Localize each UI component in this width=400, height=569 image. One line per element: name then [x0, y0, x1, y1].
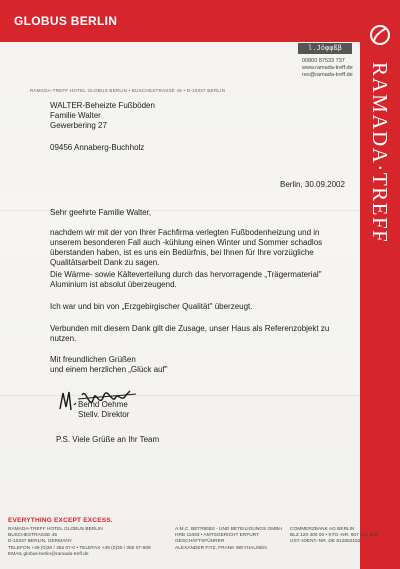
paragraph-1: nachdem wir mit der von Ihrer Fachfirma verlegten Fußbodenheizung und in unserem besonderen Fall auch -kühlung einen Winter und Sommer schadlos überstanden haben, ist es uns ein Bedürfnis, bei Ihnen für Ihre vorzügliche Qualitätsarbeit Dank zu sagen.	[50, 228, 323, 267]
recipient-line: Familie Walter	[50, 111, 101, 120]
header-bar	[0, 0, 360, 42]
letter-date: Berlin, 30.09.2002	[280, 180, 345, 189]
footer-tagline: EVERYTHING EXCEPT EXCESS.	[8, 517, 113, 524]
sender-address-line: RAMADA-TREFF HOTEL GLOBUS BERLIN • BUSCHESTRASSE 45 • D-10337 BERLIN	[30, 88, 226, 93]
paragraph-2: Die Wärme- sowie Kälteverteilung durch das hervorragende „Trägermaterial" Aluminium ist absolut überzeugend.	[50, 270, 322, 289]
contact-block	[302, 58, 353, 79]
recipient-line: Gewerbering 27	[50, 121, 107, 130]
closing-line: Mit freundlichen Grüßen	[50, 355, 136, 364]
footer-bank-info: COMMERZBANK AG BERLIN BLZ 120 400 00 • KTO.-NR. 907 244 800 UST.-IDENT.-NR. DE 812552152	[290, 527, 378, 545]
footer-hotel-address: RAMADA-TREFF HOTEL GLOBUS BERLIN BUSCHESTRASSE 45 D-10337 BERLIN, GERMANY TELEFON +49 (0)30 / 355 07-0 • TELEFAX +49 (0)30 / 355 07-808 EMAIL globus-berlin@ramada-treff.de	[8, 527, 151, 557]
stamp-label: l.Jöφφßβ	[298, 43, 352, 54]
contact-phone: 00800 87533 737	[302, 58, 345, 64]
recipient-line: 09456 Annaberg-Buchholz	[50, 143, 145, 152]
signer-title: Stellv. Direktor	[78, 410, 130, 419]
contact-website: www.ramada-treff.de	[302, 65, 353, 71]
closing-line: und einem herzlichen „Glück auf"	[50, 365, 168, 374]
footer-company-info: A.M.C. BETRIEBS - UND BETEILIGUNGS GMBH HRB 11093 • AMTSGERICHT ERFURT GESCHÄFTSFÜHRER ALEXANDER FITZ, FRANK WEYHAUSEN	[175, 527, 282, 551]
ramada-treff-wordmark: RAMADA·TREFF	[368, 62, 392, 244]
contact-email: res@ramada-treff.de	[302, 72, 353, 78]
paragraph-4: Verbunden mit diesem Dank gilt die Zusage, unser Haus als Referenzobjekt zu nutzen.	[50, 324, 330, 343]
salutation: Sehr geehrte Familie Walter,	[50, 208, 152, 217]
ramada-logo-icon	[367, 22, 393, 48]
postscript: P.S. Viele Grüße an Ihr Team	[56, 435, 160, 444]
recipient-line: WALTER-Beheizte Fußböden	[50, 101, 155, 110]
paragraph-3: Ich war und bin von „Erzgebirgischer Qualität" überzeugt.	[50, 302, 253, 311]
signer-name: Bernd Oehme	[78, 400, 128, 409]
brand-name: GLOBUS BERLIN	[14, 14, 118, 28]
